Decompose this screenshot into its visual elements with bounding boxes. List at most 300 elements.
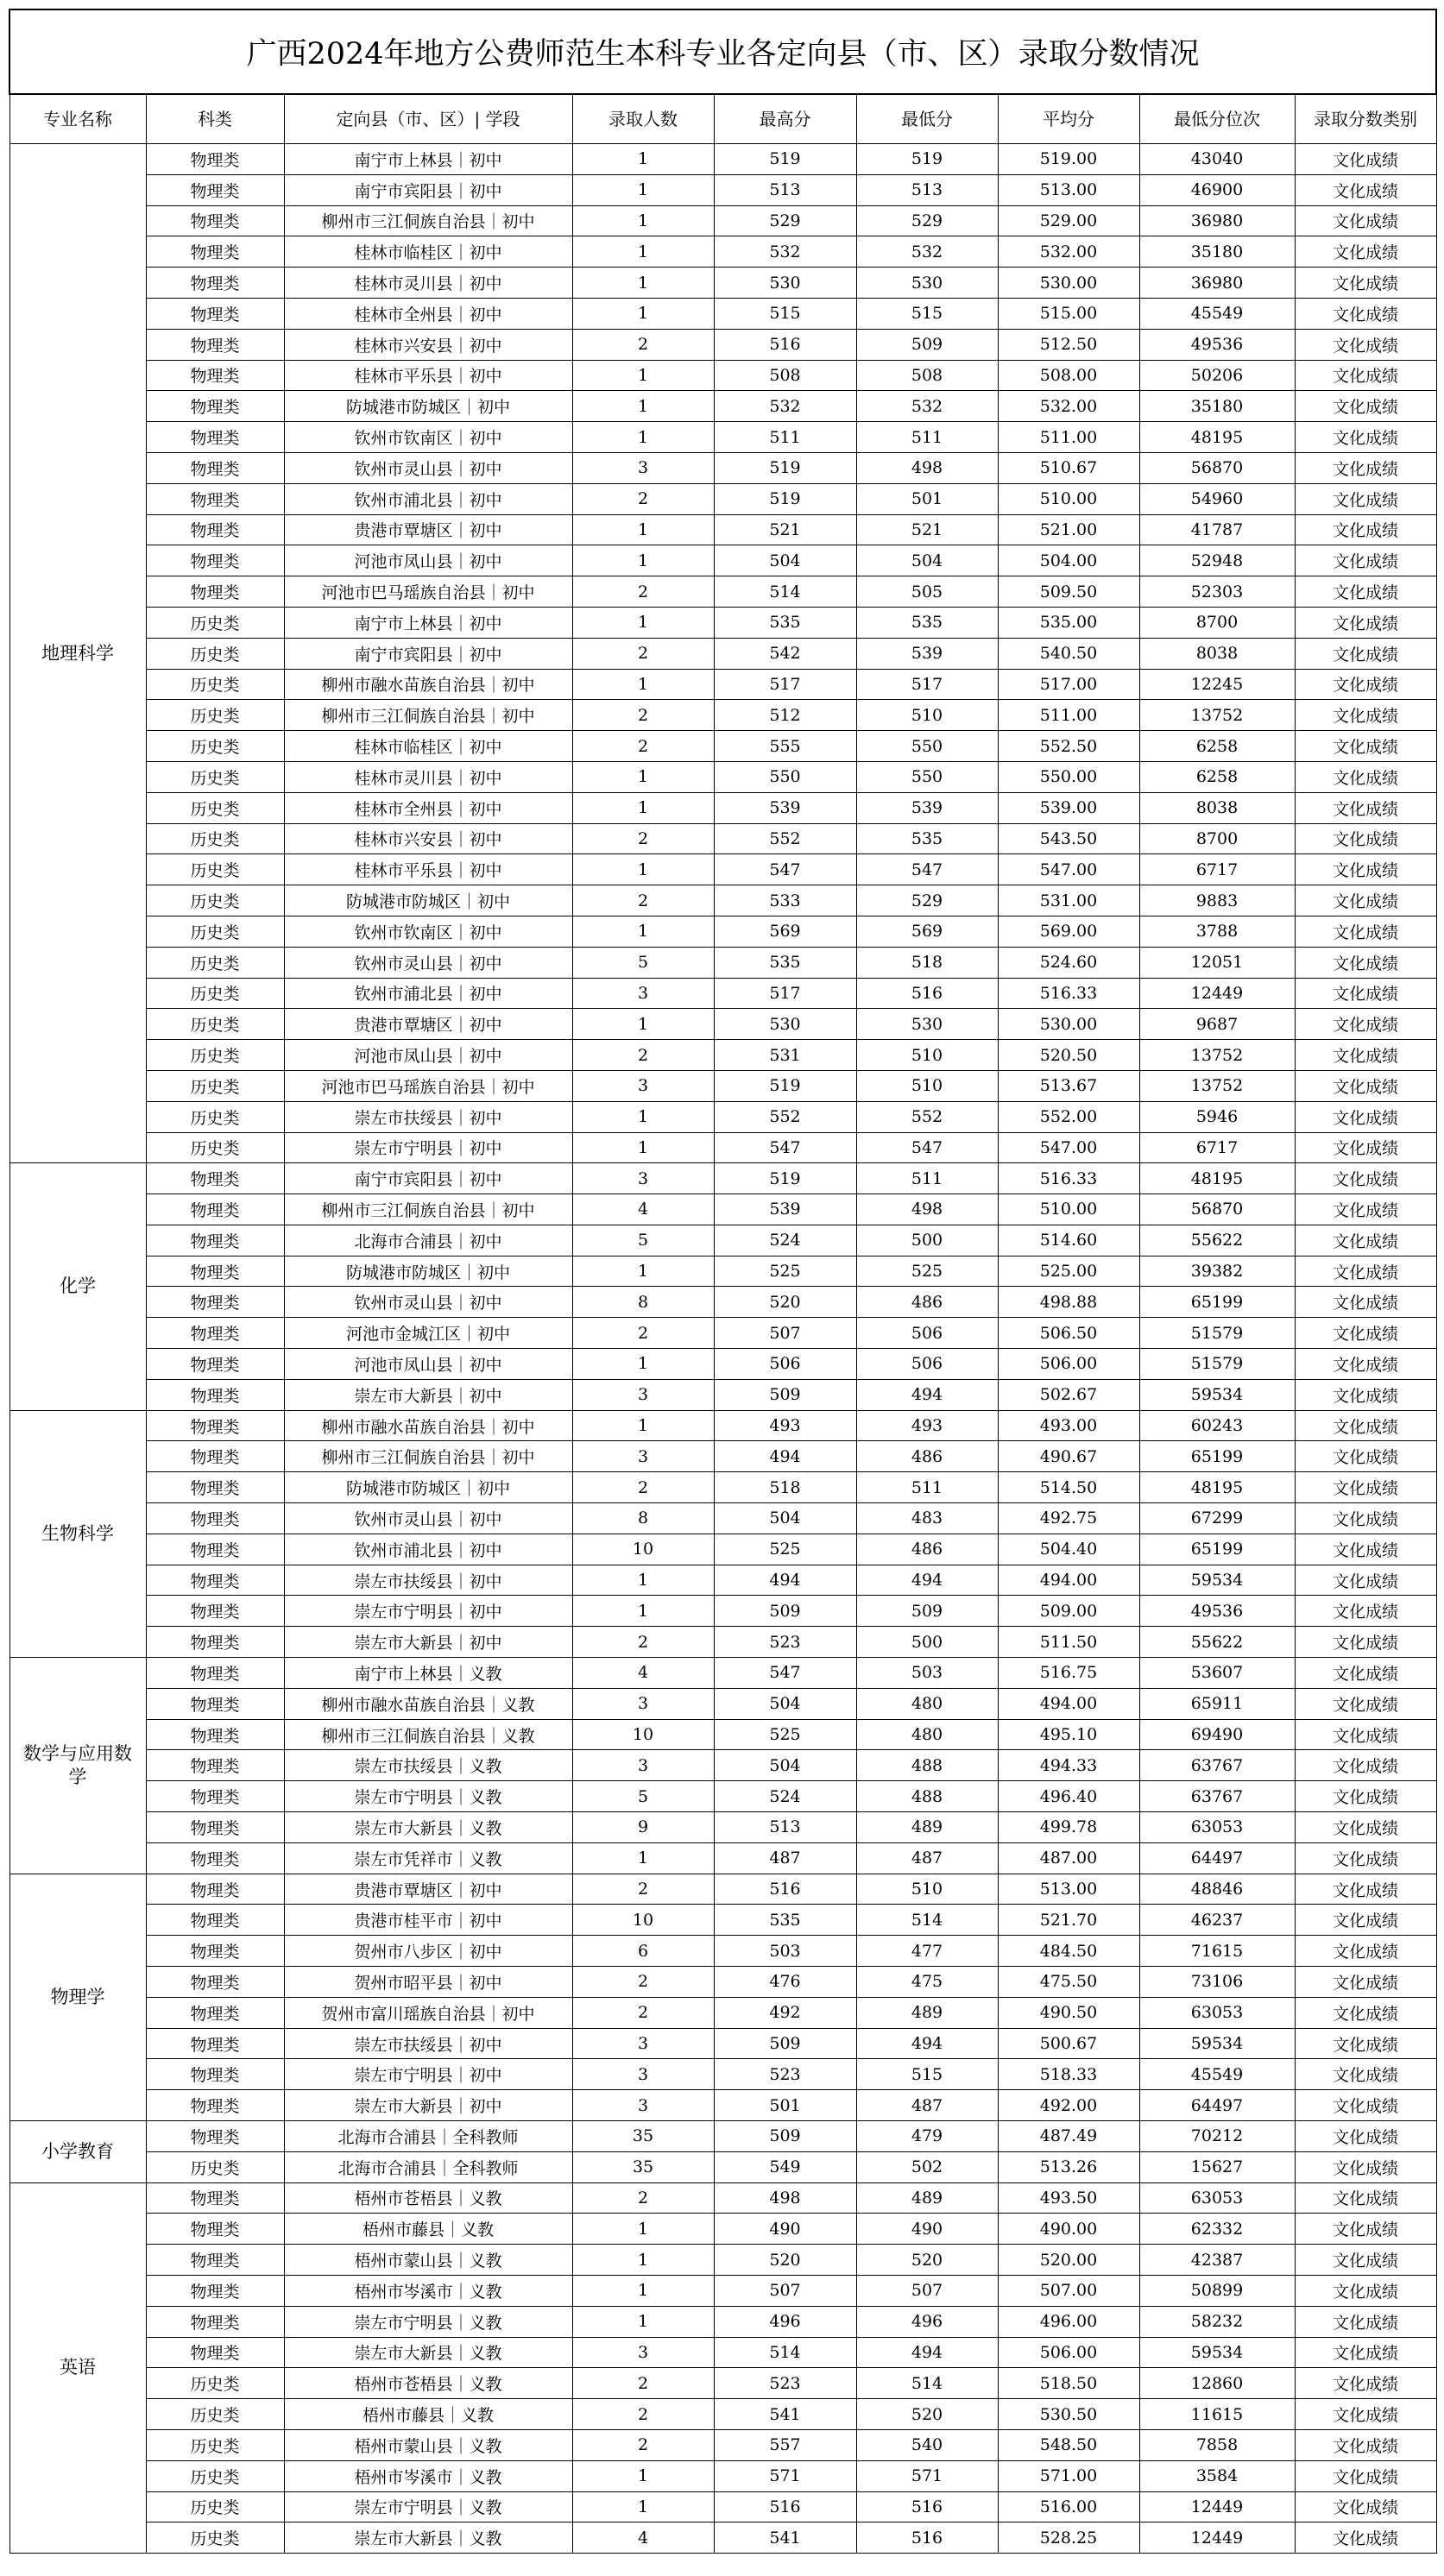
admitted-count-cell: 3 [572,1163,714,1194]
min-score-cell: 508 [856,360,998,391]
max-score-cell: 504 [714,1503,856,1534]
avg-score-cell: 521.70 [998,1905,1139,1936]
table-row [9,1658,1436,1689]
min-rank-cell: 63053 [1139,1997,1295,2028]
admitted-count-cell: 2 [572,731,714,762]
header-subject-type: 科类 [146,94,284,144]
score-category-cell: 文化成绩 [1295,1936,1436,1967]
max-score-cell: 547 [714,1132,856,1163]
min-score-cell: 480 [856,1688,998,1719]
min-rank-cell: 6258 [1139,761,1295,792]
table-row [9,761,1436,792]
admitted-count-cell: 1 [572,1842,714,1874]
subject-type-cell: 历史类 [146,607,284,638]
min-rank-cell: 65199 [1139,1441,1295,1472]
max-score-cell: 550 [714,761,856,792]
county-stage-cell: 崇左市宁明县｜初中 [284,1132,572,1163]
min-rank-cell: 12051 [1139,947,1295,978]
score-category-cell: 文化成绩 [1295,1719,1436,1750]
score-category-cell: 文化成绩 [1295,1905,1436,1936]
score-category-cell: 文化成绩 [1295,1163,1436,1194]
score-category-cell: 文化成绩 [1295,1132,1436,1163]
min-rank-cell: 13752 [1139,700,1295,731]
score-category-cell: 文化成绩 [1295,576,1436,608]
score-category-cell: 文化成绩 [1295,854,1436,885]
county-stage-cell: 防城港市防城区｜初中 [284,1472,572,1503]
county-stage-cell: 钦州市灵山县｜初中 [284,1287,572,1318]
max-score-cell: 539 [714,792,856,823]
county-stage-cell: 防城港市防城区｜初中 [284,885,572,916]
admitted-count-cell: 4 [572,1658,714,1689]
avg-score-cell: 507.00 [998,2275,1139,2306]
subject-type-cell: 物理类 [146,1627,284,1658]
max-score-cell: 552 [714,1101,856,1132]
max-score-cell: 494 [714,1565,856,1596]
score-category-cell: 文化成绩 [1295,761,1436,792]
score-category-cell: 文化成绩 [1295,1967,1436,1998]
score-category-cell: 文化成绩 [1295,2151,1436,2182]
avg-score-cell: 513.00 [998,1874,1139,1905]
avg-score-cell: 518.33 [998,2059,1139,2090]
min-rank-cell: 53607 [1139,1658,1295,1689]
score-category-cell: 文化成绩 [1295,360,1436,391]
score-category-cell: 文化成绩 [1295,1658,1436,1689]
min-rank-cell: 13752 [1139,1040,1295,1071]
county-stage-cell: 梧州市岑溪市｜义教 [284,2460,572,2491]
max-score-cell: 516 [714,329,856,360]
admitted-count-cell: 8 [572,1503,714,1534]
min-score-cell: 547 [856,1132,998,1163]
max-score-cell: 571 [714,2460,856,2491]
county-stage-cell: 崇左市大新县｜初中 [284,2090,572,2121]
avg-score-cell: 513.00 [998,174,1139,205]
avg-score-cell: 511.00 [998,422,1139,453]
max-score-cell: 516 [714,1874,856,1905]
county-stage-cell: 崇左市扶绥县｜初中 [284,1565,572,1596]
max-score-cell: 498 [714,2182,856,2214]
score-category-cell: 文化成绩 [1295,1070,1436,1101]
max-score-cell: 552 [714,823,856,854]
score-category-cell: 文化成绩 [1295,329,1436,360]
min-score-cell: 552 [856,1101,998,1132]
table-row [9,174,1436,205]
subject-type-cell: 物理类 [146,174,284,205]
subject-type-cell: 物理类 [146,1379,284,1410]
subject-type-cell: 历史类 [146,700,284,731]
score-category-cell: 文化成绩 [1295,205,1436,236]
min-rank-cell: 3584 [1139,2460,1295,2491]
county-stage-cell: 柳州市三江侗族自治县｜义教 [284,1719,572,1750]
subject-type-cell: 物理类 [146,1287,284,1318]
min-score-cell: 500 [856,1225,998,1256]
min-rank-cell: 3788 [1139,916,1295,947]
min-score-cell: 530 [856,268,998,299]
table-row [9,1379,1436,1410]
max-score-cell: 515 [714,298,856,329]
table-row [9,1256,1436,1287]
county-stage-cell: 柳州市三江侗族自治县｜初中 [284,1441,572,1472]
county-stage-cell: 南宁市上林县｜初中 [284,144,572,175]
max-score-cell: 525 [714,1534,856,1565]
min-score-cell: 525 [856,1256,998,1287]
score-category-cell: 文化成绩 [1295,2460,1436,2491]
score-category-cell: 文化成绩 [1295,2121,1436,2152]
table-row [9,792,1436,823]
min-rank-cell: 41787 [1139,514,1295,545]
min-score-cell: 515 [856,298,998,329]
max-score-cell: 518 [714,1472,856,1503]
admitted-count-cell: 3 [572,1379,714,1410]
subject-type-cell: 历史类 [146,947,284,978]
min-score-cell: 507 [856,2275,998,2306]
county-stage-cell: 防城港市防城区｜初中 [284,1256,572,1287]
county-stage-cell: 桂林市灵川县｜初中 [284,761,572,792]
table-row [9,1565,1436,1596]
score-category-cell: 文化成绩 [1295,823,1436,854]
min-rank-cell: 49536 [1139,329,1295,360]
max-score-cell: 492 [714,1997,856,2028]
admitted-count-cell: 5 [572,947,714,978]
table-row [9,669,1436,700]
county-stage-cell: 贵港市覃塘区｜初中 [284,1009,572,1040]
subject-type-cell: 物理类 [146,1936,284,1967]
subject-type-cell: 物理类 [146,2214,284,2245]
avg-score-cell: 550.00 [998,761,1139,792]
max-score-cell: 542 [714,638,856,669]
min-score-cell: 510 [856,1070,998,1101]
table-row [9,2245,1436,2276]
county-stage-cell: 桂林市灵川县｜初中 [284,268,572,299]
table-row [9,452,1436,483]
max-score-cell: 517 [714,669,856,700]
subject-type-cell: 历史类 [146,2151,284,2182]
score-category-cell: 文化成绩 [1295,1256,1436,1287]
max-score-cell: 524 [714,1225,856,1256]
min-score-cell: 521 [856,514,998,545]
table-row [9,483,1436,514]
score-category-cell: 文化成绩 [1295,391,1436,422]
header-score-category: 录取分数类别 [1295,94,1436,144]
score-category-cell: 文化成绩 [1295,1627,1436,1658]
subject-type-cell: 物理类 [146,1967,284,1998]
avg-score-cell: 496.00 [998,2306,1139,2337]
min-score-cell: 571 [856,2460,998,2491]
min-rank-cell: 15627 [1139,2151,1295,2182]
subject-type-cell: 物理类 [146,452,284,483]
admitted-count-cell: 5 [572,1225,714,1256]
avg-score-cell: 484.50 [998,1936,1139,1967]
table-row [9,1842,1436,1874]
score-category-cell: 文化成绩 [1295,1441,1436,1472]
header-min-rank: 最低分位次 [1139,94,1295,144]
table-body [9,144,1436,2554]
county-stage-cell: 崇左市宁明县｜初中 [284,1596,572,1627]
subject-type-cell: 历史类 [146,2429,284,2460]
score-category-cell: 文化成绩 [1295,978,1436,1009]
avg-score-cell: 498.88 [998,1287,1139,1318]
max-score-cell: 503 [714,1936,856,1967]
admitted-count-cell: 1 [572,2306,714,2337]
max-score-cell: 519 [714,1163,856,1194]
table-row [9,1472,1436,1503]
max-score-cell: 533 [714,885,856,916]
subject-type-cell: 物理类 [146,1781,284,1812]
table-row [9,1936,1436,1967]
min-score-cell: 518 [856,947,998,978]
subject-type-cell: 物理类 [146,2306,284,2337]
admitted-count-cell: 1 [572,607,714,638]
table-row [9,514,1436,545]
avg-score-cell: 499.78 [998,1812,1139,1843]
min-score-cell: 510 [856,1040,998,1071]
admitted-count-cell: 1 [572,792,714,823]
max-score-cell: 557 [714,2429,856,2460]
county-stage-cell: 河池市巴马瑶族自治县｜初中 [284,1070,572,1101]
avg-score-cell: 496.40 [998,1781,1139,1812]
avg-score-cell: 495.10 [998,1719,1139,1750]
county-stage-cell: 柳州市三江侗族自治县｜初中 [284,1194,572,1225]
county-stage-cell: 贺州市八步区｜初中 [284,1936,572,1967]
avg-score-cell: 508.00 [998,360,1139,391]
min-rank-cell: 52948 [1139,545,1295,576]
min-score-cell: 480 [856,1719,998,1750]
max-score-cell: 521 [714,514,856,545]
min-rank-cell: 51579 [1139,1349,1295,1380]
max-score-cell: 532 [714,236,856,268]
major-name-cell: 英语 [9,2182,146,2554]
table-row [9,2429,1436,2460]
min-score-cell: 529 [856,205,998,236]
score-category-cell: 文化成绩 [1295,1225,1436,1256]
subject-type-cell: 物理类 [146,2245,284,2276]
subject-type-cell: 历史类 [146,731,284,762]
avg-score-cell: 504.40 [998,1534,1139,1565]
score-category-cell: 文化成绩 [1295,2337,1436,2368]
table-row [9,2399,1436,2430]
score-category-cell: 文化成绩 [1295,947,1436,978]
avg-score-cell: 520.00 [998,2245,1139,2276]
county-stage-cell: 梧州市苍梧县｜义教 [284,2182,572,2214]
admitted-count-cell: 1 [572,1101,714,1132]
table-row [9,1287,1436,1318]
max-score-cell: 519 [714,1070,856,1101]
avg-score-cell: 524.60 [998,947,1139,978]
min-score-cell: 502 [856,2151,998,2182]
table-row [9,1596,1436,1627]
min-score-cell: 486 [856,1441,998,1472]
county-stage-cell: 崇左市宁明县｜义教 [284,2491,572,2522]
score-category-cell: 文化成绩 [1295,2368,1436,2399]
min-score-cell: 486 [856,1287,998,1318]
min-rank-cell: 48846 [1139,1874,1295,1905]
county-stage-cell: 崇左市宁明县｜初中 [284,2059,572,2090]
table-row [9,205,1436,236]
subject-type-cell: 物理类 [146,1410,284,1441]
subject-type-cell: 物理类 [146,1812,284,1843]
county-stage-cell: 崇左市大新县｜义教 [284,2337,572,2368]
table-row [9,2460,1436,2491]
min-score-cell: 516 [856,2491,998,2522]
max-score-cell: 512 [714,700,856,731]
admitted-count-cell: 2 [572,885,714,916]
max-score-cell: 532 [714,391,856,422]
min-rank-cell: 65911 [1139,1688,1295,1719]
subject-type-cell: 历史类 [146,1132,284,1163]
min-score-cell: 510 [856,1874,998,1905]
avg-score-cell: 548.50 [998,2429,1139,2460]
county-stage-cell: 崇左市宁明县｜义教 [284,2306,572,2337]
min-rank-cell: 59534 [1139,1379,1295,1410]
avg-score-cell: 540.50 [998,638,1139,669]
subject-type-cell: 物理类 [146,144,284,175]
score-category-cell: 文化成绩 [1295,916,1436,947]
score-category-cell: 文化成绩 [1295,236,1436,268]
avg-score-cell: 493.00 [998,1410,1139,1441]
admitted-count-cell: 3 [572,2337,714,2368]
min-score-cell: 514 [856,1905,998,1936]
score-category-cell: 文化成绩 [1295,1194,1436,1225]
min-rank-cell: 63767 [1139,1750,1295,1781]
min-rank-cell: 63053 [1139,2182,1295,2214]
min-rank-cell: 48195 [1139,1472,1295,1503]
admitted-count-cell: 3 [572,1070,714,1101]
min-rank-cell: 43040 [1139,144,1295,175]
table-row [9,1225,1436,1256]
score-category-cell: 文化成绩 [1295,1812,1436,1843]
subject-type-cell: 物理类 [146,1225,284,1256]
table-row [9,700,1436,731]
county-stage-cell: 柳州市三江侗族自治县｜初中 [284,205,572,236]
score-category-cell: 文化成绩 [1295,2275,1436,2306]
county-stage-cell: 崇左市大新县｜初中 [284,1627,572,1658]
avg-score-cell: 525.00 [998,1256,1139,1287]
admitted-count-cell: 1 [572,1349,714,1380]
min-score-cell: 540 [856,2429,998,2460]
min-rank-cell: 6258 [1139,731,1295,762]
subject-type-cell: 物理类 [146,391,284,422]
score-category-cell: 文化成绩 [1295,1842,1436,1874]
county-stage-cell: 桂林市全州县｜初中 [284,298,572,329]
avg-score-cell: 530.00 [998,1009,1139,1040]
county-stage-cell: 梧州市藤县｜义教 [284,2214,572,2245]
subject-type-cell: 历史类 [146,2522,284,2554]
score-category-cell: 文化成绩 [1295,1596,1436,1627]
min-rank-cell: 58232 [1139,2306,1295,2337]
min-score-cell: 505 [856,576,998,608]
admitted-count-cell: 3 [572,2059,714,2090]
min-score-cell: 513 [856,174,998,205]
avg-score-cell: 520.50 [998,1040,1139,1071]
table-row [9,236,1436,268]
min-score-cell: 511 [856,1472,998,1503]
admitted-count-cell: 2 [572,1472,714,1503]
county-stage-cell: 崇左市凭祥市｜义教 [284,1842,572,1874]
table-row [9,1534,1436,1565]
min-score-cell: 529 [856,885,998,916]
avg-score-cell: 475.50 [998,1967,1139,1998]
table-row [9,2491,1436,2522]
table-row [9,1318,1436,1349]
header-max-score: 最高分 [714,94,856,144]
admitted-count-cell: 2 [572,483,714,514]
avg-score-cell: 509.50 [998,576,1139,608]
table-row [9,298,1436,329]
admitted-count-cell: 10 [572,1534,714,1565]
table-row [9,2182,1436,2214]
avg-score-cell: 511.50 [998,1627,1139,1658]
table-row [9,2028,1436,2059]
county-stage-cell: 钦州市浦北县｜初中 [284,483,572,514]
min-score-cell: 516 [856,978,998,1009]
admitted-count-cell: 4 [572,1194,714,1225]
subject-type-cell: 物理类 [146,2059,284,2090]
table-row [9,2368,1436,2399]
subject-type-cell: 历史类 [146,2491,284,2522]
max-score-cell: 506 [714,1349,856,1380]
min-rank-cell: 35180 [1139,391,1295,422]
subject-type-cell: 物理类 [146,1997,284,2028]
table-row [9,2275,1436,2306]
subject-type-cell: 物理类 [146,514,284,545]
subject-type-cell: 物理类 [146,483,284,514]
admitted-count-cell: 3 [572,978,714,1009]
subject-type-cell: 物理类 [146,2090,284,2121]
admitted-count-cell: 1 [572,2275,714,2306]
min-rank-cell: 7858 [1139,2429,1295,2460]
table-row [9,731,1436,762]
admitted-count-cell: 2 [572,638,714,669]
county-stage-cell: 南宁市上林县｜初中 [284,607,572,638]
min-rank-cell: 8700 [1139,607,1295,638]
admitted-count-cell: 35 [572,2121,714,2152]
subject-type-cell: 物理类 [146,1194,284,1225]
admitted-count-cell: 1 [572,205,714,236]
subject-type-cell: 历史类 [146,1101,284,1132]
subject-type-cell: 物理类 [146,236,284,268]
min-rank-cell: 71615 [1139,1936,1295,1967]
min-score-cell: 506 [856,1349,998,1380]
min-rank-cell: 56870 [1139,1194,1295,1225]
admitted-count-cell: 1 [572,514,714,545]
header-avg-score: 平均分 [998,94,1139,144]
admitted-count-cell: 1 [572,2245,714,2276]
min-rank-cell: 12860 [1139,2368,1295,2399]
admitted-count-cell: 10 [572,1905,714,1936]
max-score-cell: 516 [714,2491,856,2522]
avg-score-cell: 513.26 [998,2151,1139,2182]
max-score-cell: 519 [714,483,856,514]
major-name-cell: 物理学 [9,1874,146,2120]
subject-type-cell: 物理类 [146,1565,284,1596]
table-row [9,2214,1436,2245]
county-stage-cell: 崇左市扶绥县｜初中 [284,1101,572,1132]
admitted-count-cell: 2 [572,2429,714,2460]
admitted-count-cell: 1 [572,360,714,391]
max-score-cell: 530 [714,1009,856,1040]
county-stage-cell: 桂林市兴安县｜初中 [284,823,572,854]
max-score-cell: 504 [714,1688,856,1719]
table-row [9,1719,1436,1750]
max-score-cell: 541 [714,2399,856,2430]
min-rank-cell: 60243 [1139,1410,1295,1441]
admitted-count-cell: 6 [572,1936,714,1967]
subject-type-cell: 物理类 [146,1503,284,1534]
score-category-cell: 文化成绩 [1295,1565,1436,1596]
subject-type-cell: 历史类 [146,854,284,885]
table-row [9,360,1436,391]
score-category-cell: 文化成绩 [1295,1688,1436,1719]
min-score-cell: 494 [856,2337,998,2368]
